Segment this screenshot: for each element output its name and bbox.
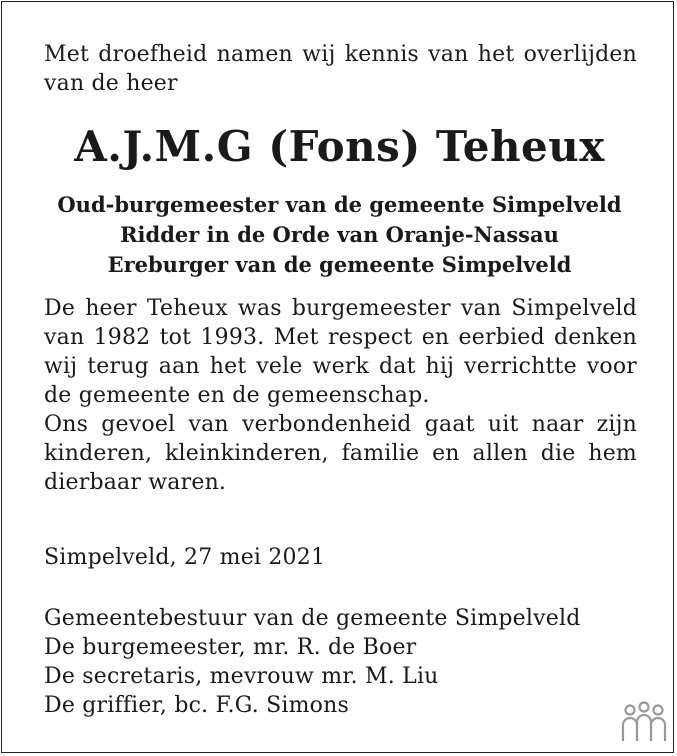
intro-text: Met droefheid namen wij kennis van het overlijden van de heer: [44, 42, 637, 96]
body-text: [44, 294, 637, 497]
body-paragraph-2: Ons gevoel van verbondenheid gaat uit naar zijn kinderen, kleinkinderen, familie en allen die hem dierbaar waren.: [44, 412, 637, 495]
people-group-icon: [620, 701, 668, 745]
title-line: Ereburger van de gemeente Simpelveld: [107, 252, 572, 277]
deceased-name: A.J.M.G (Fons) Teheux: [74, 122, 605, 171]
title-line: Ridder in de Orde van Oranje-Nassau: [120, 222, 559, 247]
title-line: Oud-burgemeester van de gemeente Simpelveld: [57, 192, 622, 217]
signatory-line: De secretaris, mevrouw mr. M. Liu: [44, 664, 439, 689]
honorary-titles: [2, 190, 677, 280]
signatories: [44, 604, 637, 720]
signatory-line: De griffier, bc. F.G. Simons: [44, 693, 349, 718]
obituary-card: [1, 1, 674, 753]
place-date: Simpelveld, 27 mei 2021: [44, 545, 326, 570]
signatory-line: De burgemeester, mr. R. de Boer: [44, 635, 417, 660]
signatory-line: Gemeentebestuur van de gemeente Simpelveld: [44, 606, 581, 631]
body-paragraph-1: De heer Teheux was burgemeester van Simpelveld van 1982 tot 1993. Met respect en eerbied denken wij terug aan het vele werk dat hij verrichtte voor de gemeente en de gemeenschap.: [44, 296, 637, 408]
